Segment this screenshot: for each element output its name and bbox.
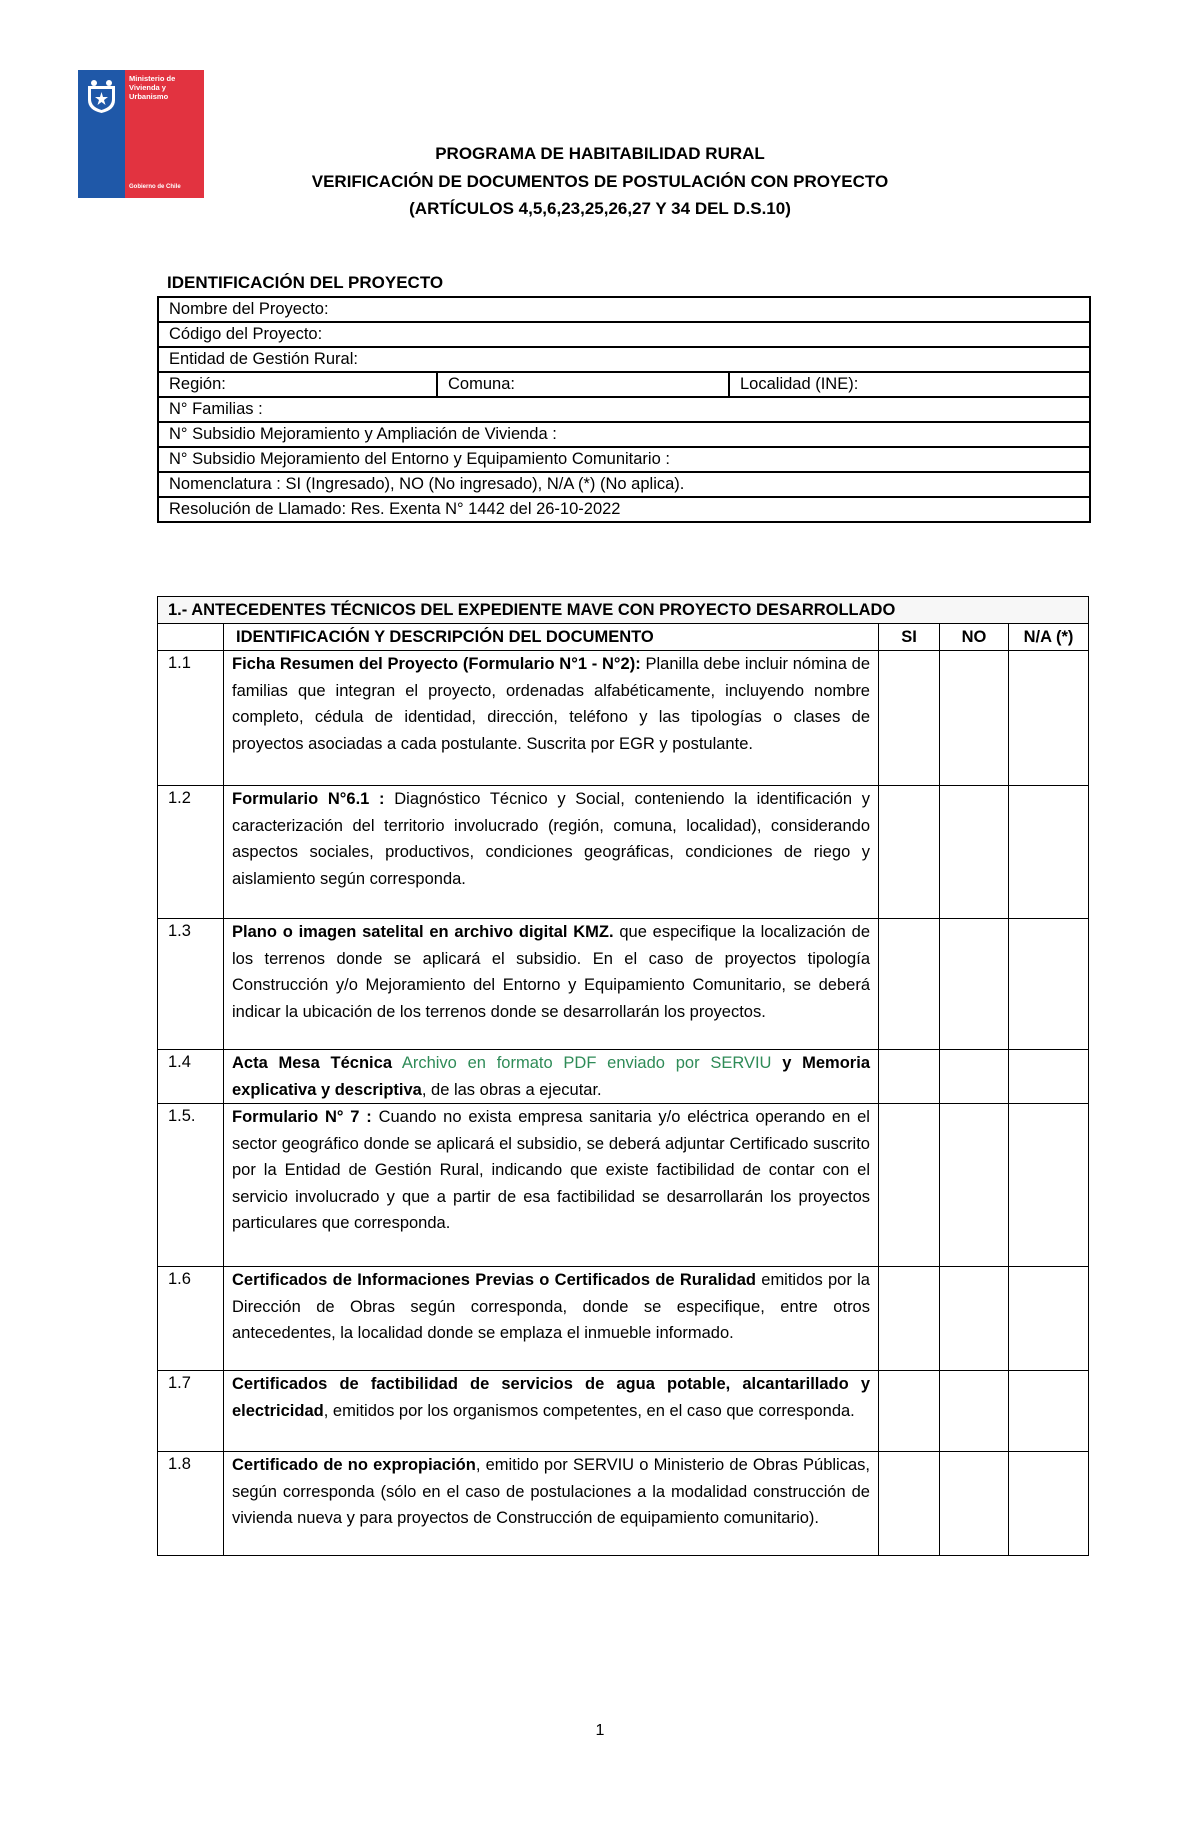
item-description [224,1104,879,1267]
entity-field: Entidad de Gestión Rural: [158,347,1090,372]
item-description [224,1267,879,1371]
item-title-extra: y Memoria explicativa y descriptiva [232,1054,870,1099]
logo-ministry-text: Ministerio de Vivienda y Urbanismo [129,74,176,101]
column-header-na: N/A (*) [1009,624,1089,651]
item-title: Formulario N°6.1 : [232,790,385,808]
item-text: Planilla debe incluir nómina de familias que integran el proyecto, ordenadas alfabéticamente, incluyendo nombre completo, cédula de identidad, dirección, teléfono y las tipologías o clases de proyectos asociadas a cada postulante. Suscrita por EGR y postulante. [232,655,870,753]
item-text: , emitido por SERVIU o Ministerio de Obras Públicas, según corresponda (sólo en el caso de postulaciones a la modalidad construcción de vivienda nueva y para proyectos de Construcción de equipamiento comunitario). [232,1456,870,1527]
resolution-field: Resolución de Llamado: Res. Exenta N° 1442 del 26-10-2022 [158,497,1090,522]
column-header-document: IDENTIFICACIÓN Y DESCRIPCIÓN DEL DOCUMENTO [224,624,879,651]
item-number: 1.1 [158,651,224,786]
checkbox-cell-no[interactable] [940,1267,1009,1371]
checkbox-cell-na[interactable] [1009,1371,1089,1452]
region-field: Región: [158,372,437,397]
item-number: 1.2 [158,786,224,919]
locality-field: Localidad (INE): [729,372,1090,397]
project-code-field: Código del Proyecto: [158,322,1090,347]
item-title: Certificado de no expropiación [232,1456,476,1474]
checkbox-cell-no[interactable] [940,651,1009,786]
header-empty-cell [158,624,224,651]
item-number: 1.3 [158,919,224,1050]
checkbox-cell-no[interactable] [940,1452,1009,1556]
checkbox-cell-no[interactable] [940,1050,1009,1104]
checkbox-cell-na[interactable] [1009,1050,1089,1104]
checkbox-cell-si[interactable] [879,1104,940,1267]
column-header-si: SI [879,624,940,651]
checkbox-cell-si[interactable] [879,1267,940,1371]
subsidy-environment-field: N° Subsidio Mejoramiento del Entorno y Equipamiento Comunitario : [158,447,1090,472]
table-row [158,1050,1089,1104]
item-title: Plano o imagen satelital en archivo digital KMZ. [232,923,614,941]
logo-government-text: Gobierno de Chile [129,184,181,190]
document-articles: (ARTÍCULOS 4,5,6,23,25,26,27 Y 34 DEL D.S.10) [409,199,791,218]
item-highlight: Archivo en formato PDF enviado por SERVIU [392,1054,772,1072]
item-text: Diagnóstico Técnico y Social, conteniendo la identificación y caracterización del territorio involucrado (región, comuna, localidad), considerando aspectos sociales, productivos, condiciones geográficas, condiciones de riego y aislamiento según corresponda. [232,790,870,888]
table-row [158,1104,1089,1267]
item-text: emitidos por la Dirección de Obras según corresponda, donde se especifique, entre otros antecedentes, la localidad donde se emplaza el inmueble informado. [232,1271,870,1342]
checkbox-cell-si[interactable] [879,651,940,786]
documents-checklist-table [157,596,1089,1556]
identification-table [157,296,1091,523]
table-row [158,1267,1089,1371]
subsidy-housing-field: N° Subsidio Mejoramiento y Ampliación de Vivienda : [158,422,1090,447]
item-text: Cuando no exista empresa sanitaria y/o eléctrica operando en el sector geográfico donde se aplicará el subsidio, se deberá adjuntar Certificado suscrito por la Entidad de Gestión Rural, indicando que existe factibilidad de contar con el servicio involucrado y que a partir de esa factibilidad se desarrollarán los proyectos particulares que corresponda. [232,1108,870,1232]
item-text: , de las obras a ejecutar. [421,1080,602,1099]
item-number: 1.5. [158,1104,224,1267]
item-description [224,1050,879,1104]
table-row [158,651,1089,786]
item-title: Certificados de factibilidad de servicios de agua potable, alcantarillado y electricidad [232,1375,870,1420]
table-row [158,786,1089,919]
checkbox-cell-si[interactable] [879,1452,940,1556]
commune-field: Comuna: [437,372,729,397]
document-rows [158,651,1089,1556]
checkbox-cell-si[interactable] [879,919,940,1050]
item-title: Ficha Resumen del Proyecto (Formulario N°1 - N°2): [232,655,641,673]
item-description [224,786,879,919]
item-title: Formulario N° 7 : [232,1108,372,1126]
item-description [224,1452,879,1556]
checkbox-cell-no[interactable] [940,1371,1009,1452]
table-row [158,1452,1089,1556]
checkbox-cell-si[interactable] [879,786,940,919]
item-number: 1.8 [158,1452,224,1556]
item-title: Certificados de Informaciones Previas o Certificados de Ruralidad [232,1271,756,1289]
item-number: 1.6 [158,1267,224,1371]
identification-title: IDENTIFICACIÓN DEL PROYECTO [167,273,444,292]
checkbox-cell-na[interactable] [1009,1267,1089,1371]
checkbox-cell-no[interactable] [940,919,1009,1050]
checkbox-cell-na[interactable] [1009,651,1089,786]
document-title: PROGRAMA DE HABITABILIDAD RURAL [435,144,765,163]
page-number: 1 [595,1722,605,1739]
document-subtitle: VERIFICACIÓN DE DOCUMENTOS DE POSTULACIÓN CON PROYECTO [311,172,889,191]
nomenclature-field: Nomenclatura : SI (Ingresado), NO (No ingresado), N/A (*) (No aplica). [158,472,1090,497]
checkbox-cell-no[interactable] [940,1104,1009,1267]
families-field: N° Familias : [158,397,1090,422]
table-row [158,919,1089,1050]
item-number: 1.7 [158,1371,224,1452]
checkbox-cell-na[interactable] [1009,1104,1089,1267]
project-name-field: Nombre del Proyecto: [158,297,1090,322]
coat-of-arms-icon [85,78,118,114]
checkbox-cell-na[interactable] [1009,786,1089,919]
item-title: Acta Mesa Técnica [232,1054,392,1072]
section-title: 1.- ANTECEDENTES TÉCNICOS DEL EXPEDIENTE MAVE CON PROYECTO DESARROLLADO [158,597,1089,624]
item-text: que especifique la localización de los terrenos donde se aplicará el subsidio. En el caso de proyectos tipología Construcción y/o Mejoramiento del Entorno y Equipamiento Comunitario, se deberá indicar la ubicación de los terrenos donde se desarrollarán los proyectos. [232,923,870,1021]
checkbox-cell-no[interactable] [940,786,1009,919]
checkbox-cell-na[interactable] [1009,919,1089,1050]
table-row [158,1371,1089,1452]
column-header-no: NO [940,624,1009,651]
item-text: , emitidos por los organismos competentes, en el caso que corresponda. [323,1401,855,1420]
checkbox-cell-si[interactable] [879,1050,940,1104]
checkbox-cell-na[interactable] [1009,1452,1089,1556]
item-description [224,1371,879,1452]
item-description [224,919,879,1050]
item-number: 1.4 [158,1050,224,1104]
checkbox-cell-si[interactable] [879,1371,940,1452]
item-description [224,651,879,786]
